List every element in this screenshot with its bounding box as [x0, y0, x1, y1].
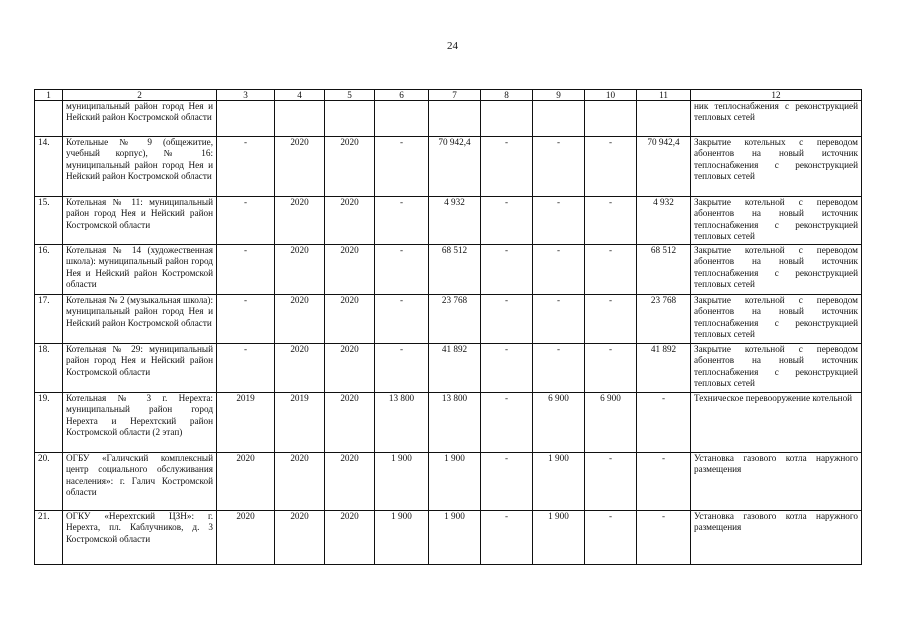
table-row [35, 295, 862, 344]
column-header: 3 [217, 90, 275, 101]
cell-col4: 2020 [275, 295, 325, 344]
cell-col5: 2020 [325, 453, 375, 511]
cell-col5: 2020 [325, 295, 375, 344]
measure-note: Закрытие котельных с переводом абонентов на новый источник теплоснабжения с реконструкцией тепловых сетей [691, 137, 862, 197]
measure-note: ник теплоснабжения с реконструкцией тепловых сетей [691, 101, 862, 137]
cell-col10: - [585, 295, 637, 344]
column-header: 2 [63, 90, 217, 101]
cell-col11: - [637, 511, 691, 565]
cell-col8: - [481, 344, 533, 393]
row-number: 21. [35, 511, 63, 565]
investment-table [34, 89, 862, 565]
cell-col3: - [217, 137, 275, 197]
cell-col6: 1 900 [375, 453, 429, 511]
cell-col7: 1 900 [429, 511, 481, 565]
object-name: ОГКУ «Нерехтский ЦЗН»: г. Нерехта, пл. Каблучников, д. 3 Костромской области [63, 511, 217, 565]
cell-col10: - [585, 197, 637, 245]
cell-col4: 2020 [275, 453, 325, 511]
table-row [35, 137, 862, 197]
cell-col4: 2020 [275, 137, 325, 197]
table-row [35, 511, 862, 565]
cell-col7 [429, 101, 481, 137]
cell-col11: - [637, 393, 691, 453]
cell-col9: - [533, 137, 585, 197]
cell-col8: - [481, 245, 533, 295]
object-name: Котельная № 14 (художественная школа): муниципальный район город Нея и Нейский район Костромской области [63, 245, 217, 295]
cell-col9: 1 900 [533, 453, 585, 511]
cell-col7: 4 932 [429, 197, 481, 245]
object-name: Котельная № 2 (музыкальная школа): муниципальный район город Нея и Нейский район Костромской области [63, 295, 217, 344]
cell-col6: 13 800 [375, 393, 429, 453]
cell-col10: - [585, 344, 637, 393]
column-header: 1 [35, 90, 63, 101]
row-number: 15. [35, 197, 63, 245]
object-name: Котельная № 11: муниципальный район город Нея и Нейский район Костромской области [63, 197, 217, 245]
cell-col3 [217, 101, 275, 137]
cell-col9 [533, 101, 585, 137]
page-number: 24 [447, 40, 458, 52]
cell-col4: 2020 [275, 511, 325, 565]
cell-col10: 6 900 [585, 393, 637, 453]
cell-col11: 4 932 [637, 197, 691, 245]
table-row [35, 101, 862, 137]
cell-col6 [375, 101, 429, 137]
cell-col4 [275, 101, 325, 137]
cell-col10: - [585, 453, 637, 511]
cell-col9: 6 900 [533, 393, 585, 453]
cell-col7: 68 512 [429, 245, 481, 295]
cell-col9: - [533, 295, 585, 344]
measure-note: Закрытие котельной с переводом абонентов на новый источник теплоснабжения с реконструкцией тепловых сетей [691, 344, 862, 393]
cell-col10: - [585, 137, 637, 197]
object-name: Котельная № 29: муниципальный район город Нея и Нейский район Костромской области [63, 344, 217, 393]
cell-col6: - [375, 295, 429, 344]
column-header: 7 [429, 90, 481, 101]
cell-col11: 68 512 [637, 245, 691, 295]
column-header: 12 [691, 90, 862, 101]
measure-note: Установка газового котла наружного размещения [691, 453, 862, 511]
cell-col3: - [217, 344, 275, 393]
cell-col11: 23 768 [637, 295, 691, 344]
object-name: муниципальный район город Нея и Нейский район Костромской области [63, 101, 217, 137]
cell-col11: 41 892 [637, 344, 691, 393]
cell-col8: - [481, 393, 533, 453]
cell-col4: 2020 [275, 245, 325, 295]
cell-col9: 1 900 [533, 511, 585, 565]
row-number [35, 101, 63, 137]
table-row [35, 197, 862, 245]
column-header: 9 [533, 90, 585, 101]
cell-col10: - [585, 245, 637, 295]
table-row [35, 344, 862, 393]
cell-col6: - [375, 245, 429, 295]
column-header: 10 [585, 90, 637, 101]
table-row [35, 453, 862, 511]
row-number: 14. [35, 137, 63, 197]
cell-col10 [585, 101, 637, 137]
measure-note: Закрытие котельной с переводом абонентов на новый источник теплоснабжения с реконструкцией тепловых сетей [691, 295, 862, 344]
cell-col11: - [637, 453, 691, 511]
cell-col7: 41 892 [429, 344, 481, 393]
cell-col7: 1 900 [429, 453, 481, 511]
measure-note: Закрытие котельной с переводом абонентов на новый источник теплоснабжения с реконструкцией тепловых сетей [691, 245, 862, 295]
object-name: Котельные № 9 (общежитие, учебный корпус), № 16: муниципальный район город Нея и Нейский район Костромской области [63, 137, 217, 197]
column-header: 11 [637, 90, 691, 101]
cell-col8: - [481, 511, 533, 565]
cell-col9: - [533, 197, 585, 245]
cell-col8: - [481, 453, 533, 511]
cell-col3: - [217, 295, 275, 344]
object-name: Котельная № 3 г. Нерехта: муниципальный район город Нерехта и Нерехтский район Костромской области (2 этап) [63, 393, 217, 453]
column-header: 6 [375, 90, 429, 101]
cell-col9: - [533, 245, 585, 295]
cell-col5: 2020 [325, 393, 375, 453]
header-row [35, 90, 862, 101]
measure-note: Закрытие котельной с переводом абонентов на новый источник теплоснабжения с реконструкцией тепловых сетей [691, 197, 862, 245]
row-number: 16. [35, 245, 63, 295]
row-number: 17. [35, 295, 63, 344]
row-number: 19. [35, 393, 63, 453]
cell-col5: 2020 [325, 197, 375, 245]
column-header: 8 [481, 90, 533, 101]
cell-col4: 2020 [275, 344, 325, 393]
cell-col11: 70 942,4 [637, 137, 691, 197]
cell-col7: 70 942,4 [429, 137, 481, 197]
cell-col5: 2020 [325, 245, 375, 295]
cell-col8 [481, 101, 533, 137]
object-name: ОГБУ «Галичский комплексный центр социального обслуживания населения»: г. Галич Костромской области [63, 453, 217, 511]
column-header: 4 [275, 90, 325, 101]
table-row [35, 393, 862, 453]
cell-col5: 2020 [325, 344, 375, 393]
cell-col8: - [481, 295, 533, 344]
cell-col3: - [217, 197, 275, 245]
cell-col3: 2020 [217, 511, 275, 565]
table-row [35, 245, 862, 295]
cell-col4: 2020 [275, 197, 325, 245]
cell-col4: 2019 [275, 393, 325, 453]
cell-col7: 23 768 [429, 295, 481, 344]
cell-col3: 2020 [217, 453, 275, 511]
cell-col5 [325, 101, 375, 137]
cell-col10: - [585, 511, 637, 565]
cell-col6: 1 900 [375, 511, 429, 565]
measure-note: Установка газового котла наружного размещения [691, 511, 862, 565]
cell-col7: 13 800 [429, 393, 481, 453]
cell-col9: - [533, 344, 585, 393]
cell-col8: - [481, 137, 533, 197]
row-number: 20. [35, 453, 63, 511]
cell-col6: - [375, 344, 429, 393]
cell-col5: 2020 [325, 511, 375, 565]
cell-col5: 2020 [325, 137, 375, 197]
measure-note: Техническое перевооружение котельной [691, 393, 862, 453]
cell-col8: - [481, 197, 533, 245]
row-number: 18. [35, 344, 63, 393]
column-header: 5 [325, 90, 375, 101]
cell-col3: - [217, 245, 275, 295]
cell-col6: - [375, 197, 429, 245]
cell-col11 [637, 101, 691, 137]
cell-col6: - [375, 137, 429, 197]
cell-col3: 2019 [217, 393, 275, 453]
